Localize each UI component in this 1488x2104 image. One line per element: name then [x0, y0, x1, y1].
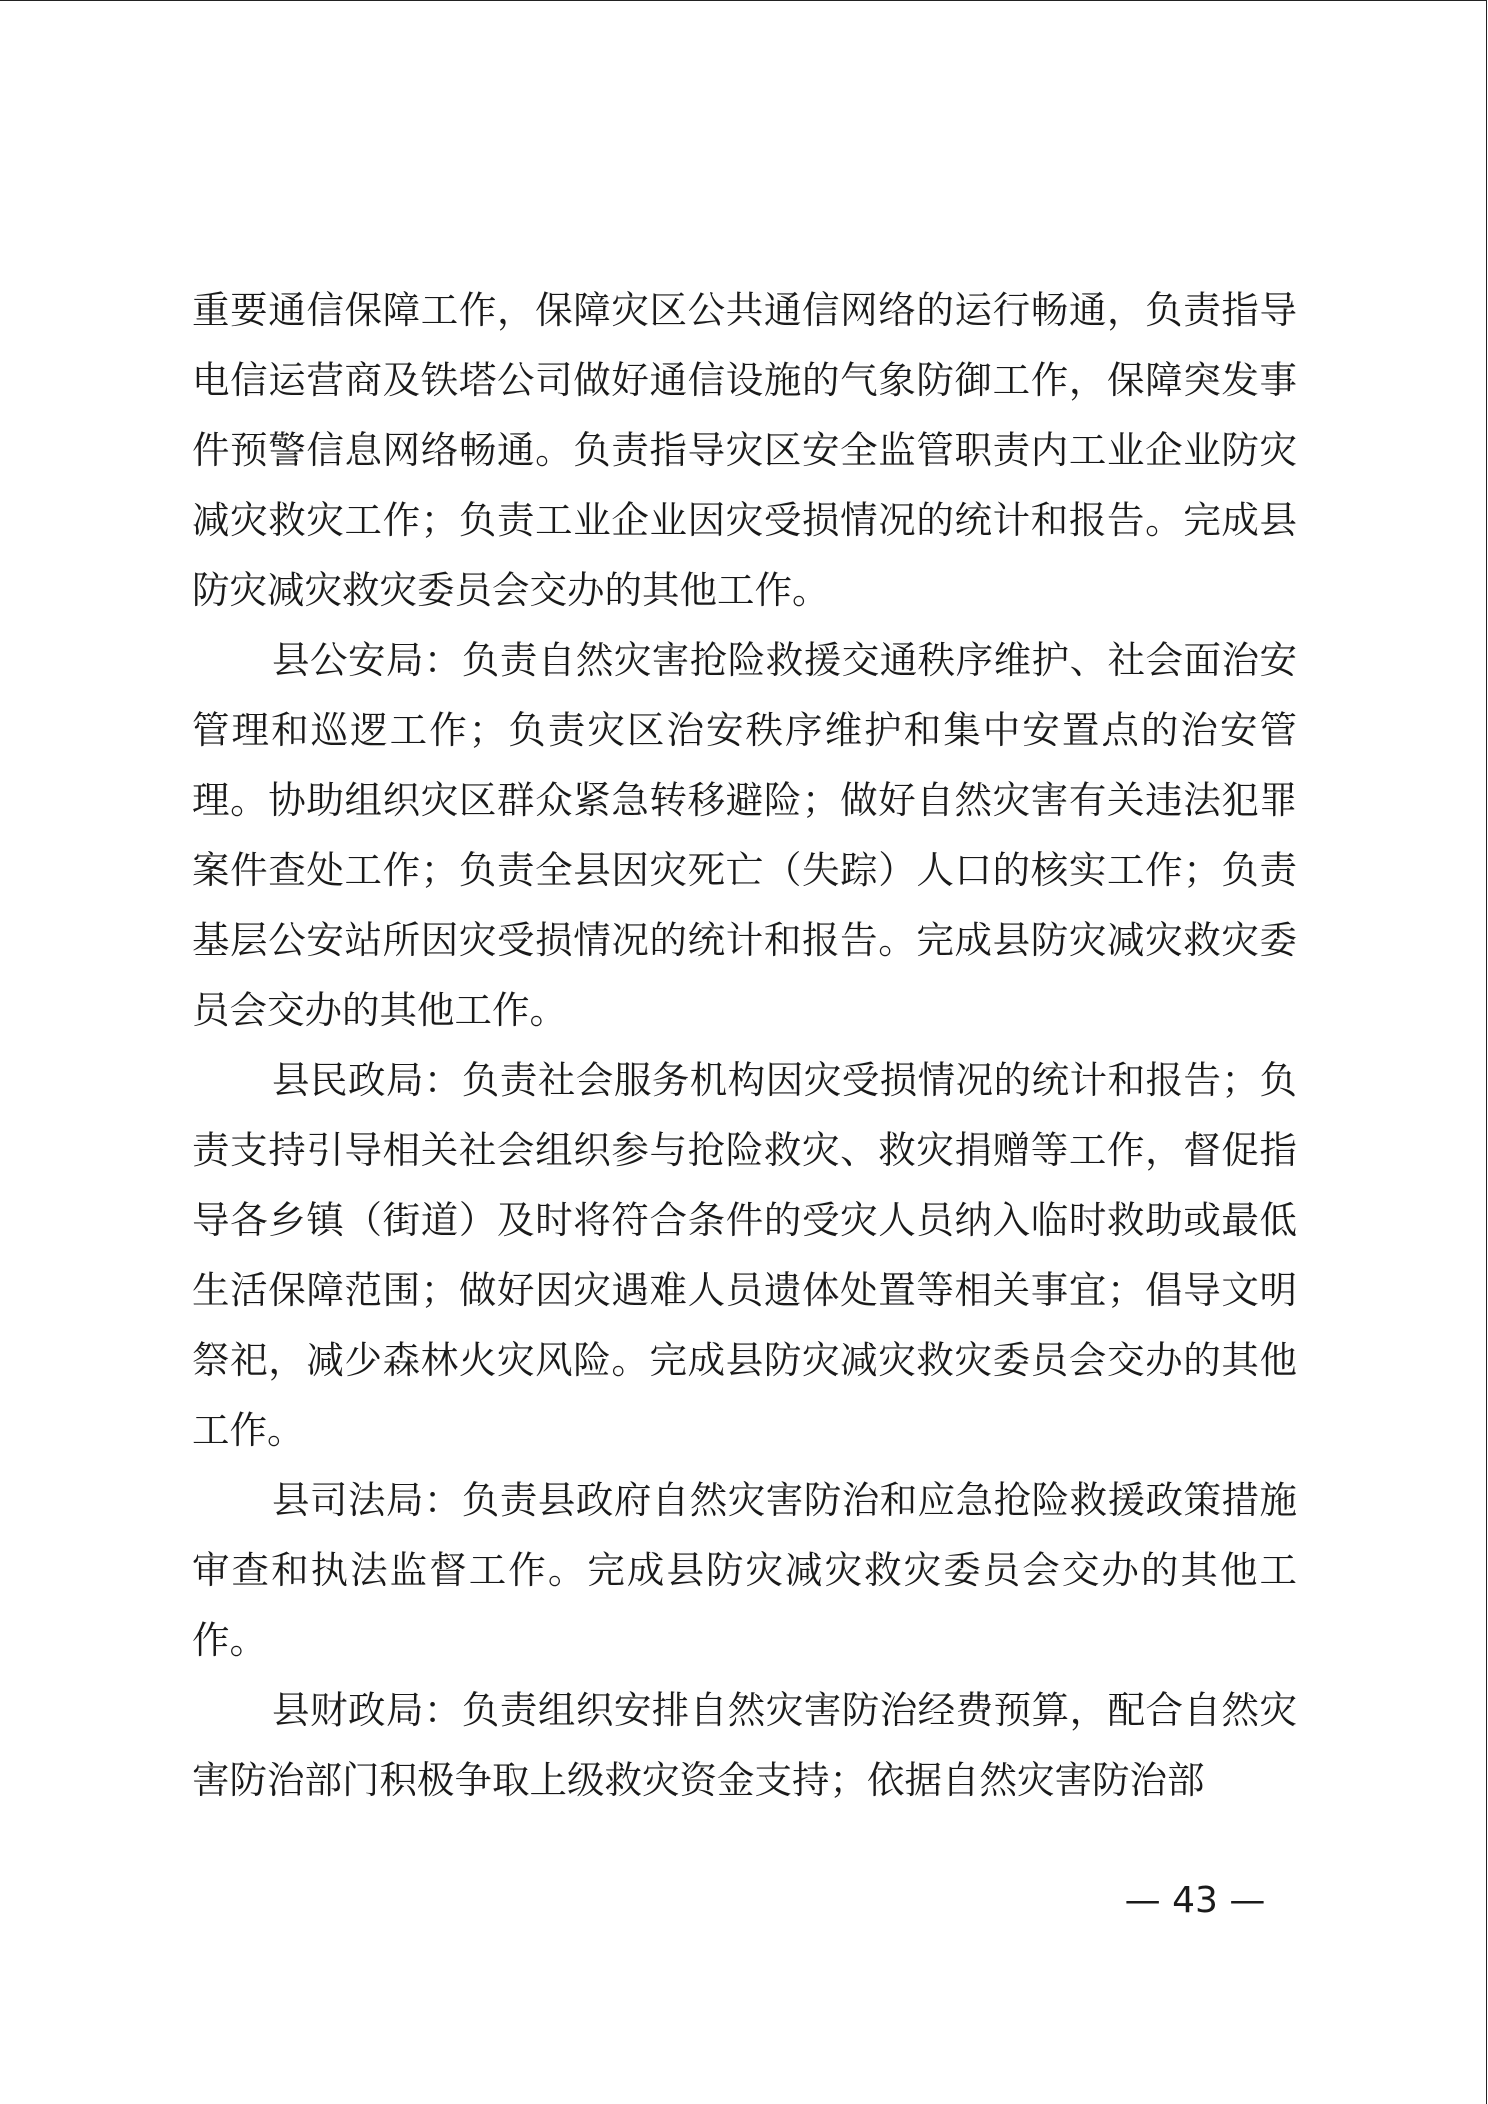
paragraph-public-security-bureau: 县公安局：负责自然灾害抢险救援交通秩序维护、社会面治安管理和巡逻工作；负责灾区治安秩序维护和集中安置点的治安管理。协助组织灾区群众紧急转移避险；做好自然灾害有关违法犯罪案件查处工作；负责全县因灾死亡（失踪）人口的核实工作；负责基层公安站所因灾受损情况的统计和报告。完成县防灾减灾救灾委员会交办的其他工作。 — [192, 638, 1297, 1032]
document-body — [192, 275, 1297, 1815]
page-right-border — [1485, 0, 1487, 2104]
page-top-border — [0, 0, 1486, 2]
page-number: — 43 — — [1124, 1880, 1266, 1921]
paragraph-justice-bureau: 县司法局：负责县政府自然灾害防治和应急抢险救援政策措施审查和执法监督工作。完成县防灾减灾救灾委员会交办的其他工作。 — [192, 1478, 1297, 1662]
paragraph-continuation: 重要通信保障工作，保障灾区公共通信网络的运行畅通，负责指导电信运营商及铁塔公司做好通信设施的气象防御工作，保障突发事件预警信息网络畅通。负责指导灾区安全监管职责内工业企业防灾减灾救灾工作；负责工业企业因灾受损情况的统计和报告。完成县防灾减灾救灾委员会交办的其他工作。 — [192, 288, 1297, 612]
paragraph-civil-affairs-bureau: 县民政局：负责社会服务机构因灾受损情况的统计和报告；负责支持引导相关社会组织参与抢险救灾、救灾捐赠等工作，督促指导各乡镇（街道）及时将符合条件的受灾人员纳入临时救助或最低生活保障范围；做好因灾遇难人员遗体处置等相关事宜；倡导文明祭祀，减少森林火灾风险。完成县防灾减灾救灾委员会交办的其他工作。 — [192, 1058, 1297, 1452]
paragraph-finance-bureau: 县财政局：负责组织安排自然灾害防治经费预算，配合自然灾害防治部门积极争取上级救灾资金支持；依据自然灾害防治部 — [192, 1688, 1297, 1802]
